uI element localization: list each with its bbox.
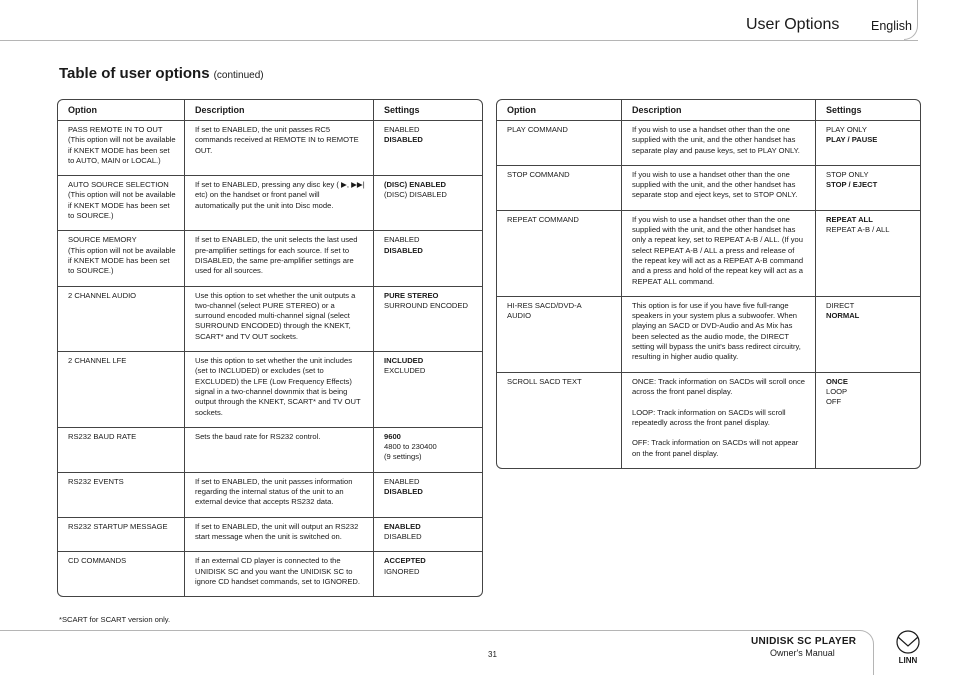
default-setting: INCLUDED — [384, 356, 424, 366]
default-setting: ENABLED — [384, 521, 421, 531]
option-settings — [373, 352, 482, 428]
option-name: SOURCE MEMORY (This option will not be available if KNEKT MODE has been set to SOURCE.) — [58, 231, 184, 286]
option-name: RS232 BAUD RATE — [58, 428, 184, 473]
setting-value: (DISC) DISABLED — [384, 190, 447, 200]
default-setting: ACCEPTED — [384, 556, 426, 566]
option-description: If set to ENABLED, the unit will output an RS232 start message when the unit is switched on. — [184, 518, 373, 553]
setting-value: DISABLED — [384, 531, 422, 541]
footer-rule — [0, 630, 860, 631]
option-description: If an external CD player is connected to the UNIDISK SC and you want the UNIDISK SC to ignore CD handset commands, set to IGNORED. — [184, 552, 373, 596]
option-settings — [373, 552, 482, 596]
option-settings — [815, 297, 920, 373]
footnote: *SCART for SCART version only. — [59, 615, 171, 624]
table-header-row — [58, 100, 482, 121]
column-header-option: Option — [497, 100, 621, 121]
table-row — [58, 352, 482, 428]
default-setting: DISABLED — [384, 245, 423, 255]
option-description: If set to ENABLED, the unit selects the last used pre-amplifier settings for each source. If set to DISABLED, the same pre-amplifier settings are used for all sources. — [184, 231, 373, 286]
column-header-settings: Settings — [373, 100, 482, 121]
setting-value: PLAY ONLY — [826, 125, 867, 134]
option-description: If you wish to use a handset other than the one supplied with the unit, and the other handset has separate stop and eject keys, set to STOP ONLY. — [621, 166, 815, 211]
table-row — [497, 297, 920, 373]
setting-value: ENABLED — [384, 476, 420, 486]
option-settings — [815, 121, 920, 166]
table-row — [58, 287, 482, 352]
option-name: STOP COMMAND — [497, 166, 621, 211]
default-setting: REPEAT ALL — [826, 214, 873, 224]
setting-value: (9 settings) — [384, 452, 422, 462]
table-row — [497, 121, 920, 166]
option-settings — [815, 211, 920, 297]
options-table-left — [57, 99, 483, 597]
options-table-right — [496, 99, 921, 469]
setting-value: REPEAT A-B / ALL — [826, 225, 890, 235]
option-name: SCROLL SACD TEXT — [507, 376, 582, 386]
setting-value: EXCLUDED — [384, 366, 426, 376]
setting-value: LOOP — [826, 386, 848, 396]
default-setting: ONCE — [826, 376, 848, 386]
default-setting: DISABLED — [384, 487, 423, 497]
option-settings — [373, 473, 482, 518]
linn-logo-icon — [893, 630, 923, 666]
option-description: Use this option to set whether the unit includes (set to INCLUDED) or excludes (set to EXCLUDED) the LFE (Low Frequency Effects) signal in a two-channel downmix that is being output through the KNEKT, SCART* and TV OUT sockets. — [184, 352, 373, 428]
page-title — [59, 65, 264, 82]
table-row — [58, 428, 482, 473]
option-description: If set to ENABLED, the unit passes information regarding the internal status of the unit to an external device that accepts RS232 data. — [184, 473, 373, 518]
default-setting: 9600 — [384, 431, 401, 441]
manual-subtitle: Owner's Manual — [770, 648, 835, 658]
option-description: ONCE: Track information on SACDs will scroll once across the front panel display. LOOP: Track information on SACDs will scroll repeatedly across the front panel display. OFF: Track information on SACDs will not appear on the front panel display. — [621, 373, 815, 468]
option-settings — [373, 231, 482, 286]
option-settings — [815, 166, 920, 211]
header-rule — [0, 40, 918, 41]
setting-value: IGNORED — [384, 566, 420, 576]
table-row — [497, 166, 920, 211]
default-setting: DISABLED — [384, 135, 423, 145]
table-row — [58, 518, 482, 553]
option-name: RS232 EVENTS — [58, 473, 184, 518]
default-setting: (DISC) ENABLED — [384, 180, 447, 190]
option-description: If set to ENABLED, the unit passes RC5 commands received at REMOTE IN to REMOTE OUT. — [184, 121, 373, 176]
default-setting: STOP / EJECT — [826, 180, 878, 190]
language-label: English — [871, 19, 912, 33]
option-description: Sets the baud rate for RS232 control. — [184, 428, 373, 473]
product-name: UNIDISK SC PLAYER — [751, 636, 857, 647]
column-header-settings: Settings — [815, 100, 920, 121]
option-settings — [373, 428, 482, 473]
footer-rule-corner — [860, 630, 874, 675]
option-name: RS232 STARTUP MESSAGE — [58, 518, 184, 553]
option-settings — [815, 373, 920, 468]
table-row — [58, 473, 482, 518]
option-description: If you wish to use a handset other than the one supplied with the unit, and the other handset has separate play and pause keys, set to PLAY ONLY. — [621, 121, 815, 166]
section-title: User Options — [746, 16, 840, 33]
option-name: 2 CHANNEL LFE — [58, 352, 184, 428]
setting-value: DIRECT — [826, 300, 855, 310]
table-row — [497, 211, 920, 297]
option-description: If set to ENABLED, pressing any disc key ( ▶, ▶▶| etc) on the handset or front panel will automatically put the unit into Disc mode. — [184, 176, 373, 231]
logo-lettering: LINN — [898, 656, 918, 665]
column-header-option: Option — [58, 100, 184, 121]
setting-value: 4800 to 230400 — [384, 442, 437, 452]
column-header-description: Description — [621, 100, 815, 121]
option-settings — [373, 176, 482, 231]
option-description: If you wish to use a handset other than the one supplied with the unit, and the other handset has only a repeat key, set to REPEAT A-B / ALL. (If you select REPEAT A-B / ALL a press and release of the repeat key will act as a REPEAT A-B command and a press and hold of the repeat key will act as a REPEAT ALL command. — [621, 211, 815, 297]
table-row — [58, 121, 482, 176]
table-row — [58, 231, 482, 286]
option-description: This option is for use if you have five full-range speakers in your system plus a subwoofer. When playing an SACD or DVD-Audio and As Mix has been selected as the audio mode, the DIRECT setting will bypass the unit's bass redirect circuitry, resulting in higher audio quality. — [621, 297, 815, 373]
option-description: Use this option to set whether the unit outputs a two-channel (select PURE STEREO) or a surround encoded multi-channel signal (select SURROUND ENCODED) through the KNEKT, SCART* and TV OUT sockets. — [184, 287, 373, 352]
page-number: 31 — [488, 650, 497, 659]
setting-value: OFF — [826, 397, 842, 407]
setting-value: ENABLED — [384, 125, 420, 134]
page-title-continued: (continued) — [213, 70, 264, 81]
default-setting: PURE STEREO — [384, 290, 439, 300]
option-settings — [373, 121, 482, 176]
table-row — [58, 176, 482, 231]
setting-value: ENABLED — [384, 235, 420, 245]
option-name: HI-RES SACD/DVD-A AUDIO — [497, 297, 621, 373]
setting-value: STOP ONLY — [826, 169, 869, 179]
option-name: PASS REMOTE IN TO OUT (This option will not be available if KNEKT MODE has been set to AUTO, MAIN or LOCAL.) — [58, 121, 184, 176]
page-title-text: Table of user options — [59, 65, 210, 82]
option-settings — [373, 518, 482, 553]
option-name: CD COMMANDS — [68, 556, 127, 566]
option-settings — [373, 287, 482, 352]
setting-value: SURROUND ENCODED — [384, 300, 468, 310]
default-setting: PLAY / PAUSE — [826, 135, 878, 145]
table-header-row — [497, 100, 920, 121]
option-name: AUTO SOURCE SELECTION (This option will not be available if KNEKT MODE has been set to SOURCE.) — [58, 176, 184, 231]
default-setting: NORMAL — [826, 311, 860, 321]
option-name: REPEAT COMMAND — [497, 211, 621, 297]
table-row — [497, 373, 920, 468]
option-name: 2 CHANNEL AUDIO — [58, 287, 184, 352]
option-name: PLAY COMMAND — [497, 121, 621, 166]
table-row — [58, 552, 482, 596]
column-header-description: Description — [184, 100, 373, 121]
